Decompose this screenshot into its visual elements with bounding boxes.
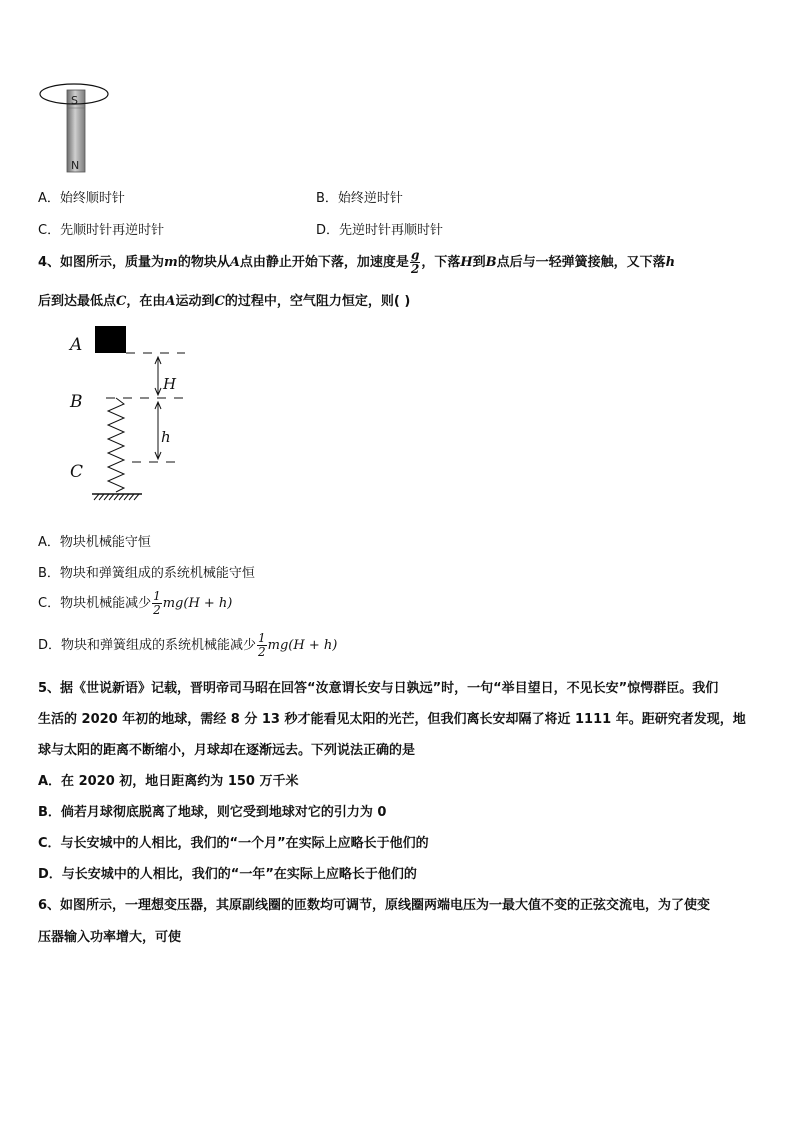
block [95, 326, 126, 353]
q4-option-c: C．物块机械能减少 $\frac{1}{2}$ mg(H + h) [38, 589, 233, 617]
north-pole-label: N [71, 159, 80, 172]
half-fraction-d: $\frac{1}{2}$ [258, 631, 266, 659]
q6-stem-line2: 压器输入功率增大，可使 [38, 930, 182, 945]
half-fraction-c: $\frac{1}{2}$ [153, 589, 161, 617]
q3-option-d: D．先逆时针再顺时针 [316, 223, 444, 238]
q4-option-d: D．物块和弹簧组成的系统机械能减少 $\frac{1}{2}$ mg(H + h) [38, 631, 338, 659]
ground-hatch [94, 494, 139, 500]
label-big-h: H [163, 375, 177, 393]
q5-option-c: C．与长安城中的人相比，我们的“一个月”在实际上应略长于他们的 [38, 836, 429, 851]
spring-block-figure [60, 320, 200, 525]
q5-stem-line1: 5、据《世说新语》记载，晋明帝司马昭在回答“汝意谓长安与日孰远”时，一句“举目望日，不见长安”惊愕群臣。我们 [38, 681, 719, 696]
q5-stem-line3: 球与太阳的距离不断缩小，月球却在逐渐远去。下列说法正确的是 [38, 743, 416, 758]
label-a: A [70, 335, 83, 355]
q4-stem-line1: 4、如图所示，质量为m的物块从A点由静止开始下落，加速度是 $\frac{g}{2}$ ，下落H到B点后与一轻弹簧接触，又下落h [38, 248, 676, 276]
label-c: C [70, 462, 84, 482]
q4-option-a: A．物块机械能守恒 [38, 535, 151, 550]
q5-option-b: B．倘若月球彻底脱离了地球，则它受到地球对它的引力为 0 [38, 805, 387, 820]
q3-option-b: B．始终逆时针 [316, 191, 403, 206]
g-over-2-fraction: $\frac{g}{2}$ [410, 248, 420, 276]
magnet-figure [36, 78, 116, 178]
q5-option-a: A．在 2020 初，地日距离约为 150 万千米 [38, 774, 299, 789]
label-small-h: h [161, 428, 171, 446]
q3-option-c: C．先顺时针再逆时针 [38, 223, 165, 238]
spring [108, 398, 124, 492]
label-b: B [70, 392, 83, 412]
q5-option-d: D．与长安城中的人相比，我们的“一年”在实际上应略长于他们的 [38, 867, 417, 882]
q4-option-b: B．物块和弹簧组成的系统机械能守恒 [38, 566, 255, 581]
q6-stem-line1: 6、如图所示，一理想变压器，其原副线圈的匝数均可调节，原线圈两端电压为一最大值不变的正弦交流电，为了使变 [38, 898, 711, 913]
south-pole-label: S [71, 94, 78, 107]
q5-stem-line2: 生活的 2020 年初的地球，需经 8 分 13 秒才能看见太阳的光芒，但我们离长安却隔了将近 1111 年。距研究者发现，地 [38, 712, 746, 727]
q4-stem-line2: 后到达最低点C，在由A运动到C的过程中，空气阻力恒定，则( ) [38, 294, 411, 309]
q3-option-a: A．始终顺时针 [38, 191, 125, 206]
